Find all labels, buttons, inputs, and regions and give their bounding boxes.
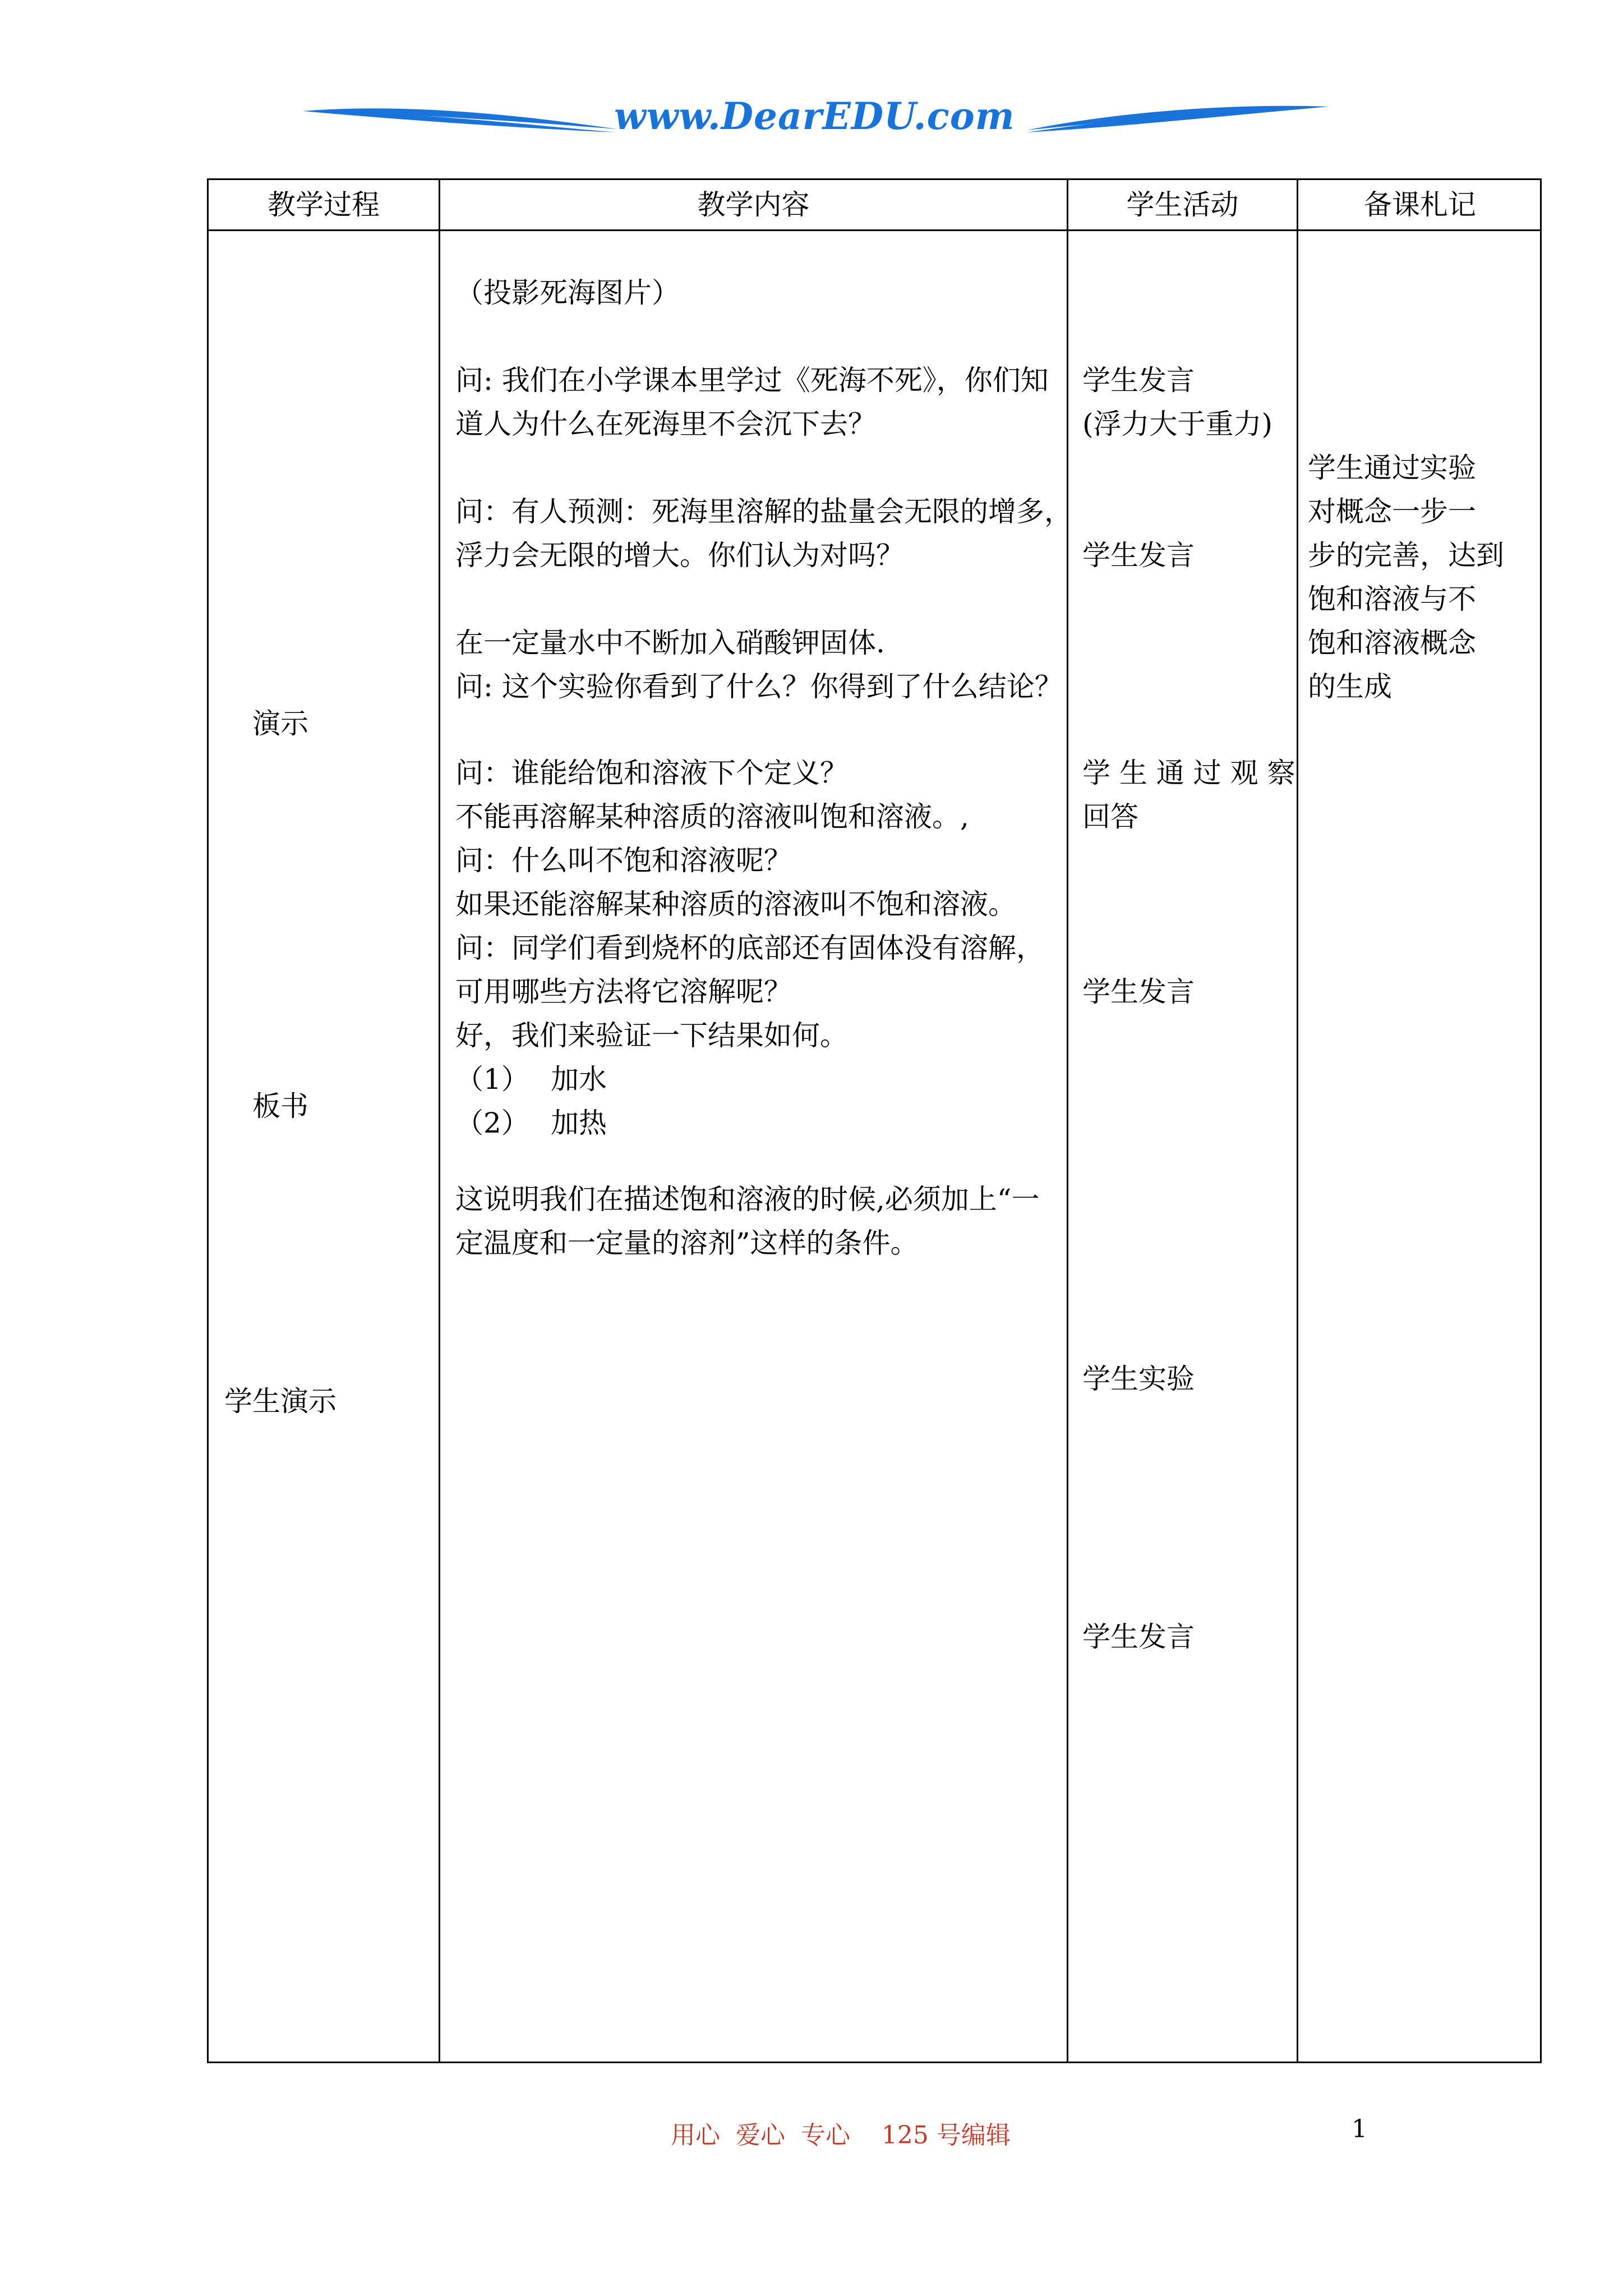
notes-line: 饱和溶液概念 [1308,627,1476,659]
content-line: 问：谁能给饱和溶液下个定义？ [455,757,848,789]
content-line: 不能再溶解某种溶质的溶液叫饱和溶液。, [455,800,969,833]
lesson-table [207,178,1542,2063]
content-line: 问: 这个实验你看到了什么？你得到了什么结论？ [455,670,1063,703]
content-line: 问：什么叫不饱和溶液呢？ [455,844,792,877]
activity-line: 学 生 通 过 观 察 [1082,757,1295,789]
column-divider [439,180,440,2062]
header-prep-notes: 备课札记 [1364,188,1476,221]
column-divider [1067,180,1068,2062]
content-line: （投影死海图片） [455,277,680,309]
notes-line: 学生通过实验 [1308,452,1476,484]
content-line: 定温度和一定量的溶剂”这样的条件。 [455,1227,919,1259]
process-student-demo: 学生演示 [224,1385,336,1418]
activity-line: 学生发言 [1082,364,1195,397]
process-board: 板书 [252,1090,308,1122]
activity-line: 学生发言 [1082,539,1195,572]
column-divider [1297,180,1298,2062]
notes-line: 步的完善，达到 [1308,539,1504,572]
content-line: 好，我们来验证一下结果如何。 [455,1019,848,1052]
content-line: 可用哪些方法将它溶解呢？ [455,976,792,1008]
content-list-item: 加水 [551,1063,607,1096]
content-line: 问：有人预测：死海里溶解的盐量会无限的增多， [455,495,1072,528]
site-logo-text[interactable]: www.DearEDU.com [614,94,1015,138]
page-number: 1 [1352,2115,1367,2143]
header-student-activity: 学生活动 [1126,188,1239,221]
content-list-marker: （1） [455,1063,529,1096]
content-line: 这说明我们在描述饱和溶液的时候,必须加上“一 [455,1183,1040,1216]
content-list-marker: （2） [455,1107,529,1139]
activity-line: 学生实验 [1082,1363,1195,1395]
activity-line: 学生发言 [1082,1621,1195,1653]
header-teaching-process: 教学过程 [268,188,380,221]
activity-line: (浮力大于重力) [1082,408,1273,440]
process-demo: 演示 [252,707,308,740]
content-line: 道人为什么在死海里不会沉下去？ [455,408,876,440]
content-line: 如果还能溶解某种溶质的溶液叫不饱和溶液。 [455,888,1016,921]
header-divider [209,229,1540,231]
notes-line: 的生成 [1308,670,1392,703]
notes-line: 饱和溶液与不 [1308,583,1476,615]
content-line: 问：同学们看到烧杯的底部还有固体没有溶解， [455,932,1044,964]
content-line: 在一定量水中不断加入硝酸钾固体. [455,627,885,659]
content-line: 浮力会无限的增大。你们认为对吗？ [455,539,904,572]
content-list-item: 加热 [551,1107,607,1139]
activity-line: 学生发言 [1082,976,1195,1008]
footer-editor-note: 用心 爱心 专心 125 号编辑 [671,2121,1011,2150]
notes-line: 对概念一步一 [1308,495,1476,528]
activity-line: 回答 [1082,800,1138,833]
content-line: 问: 我们在小学课本里学过《死海不死》，你们知 [455,364,1049,397]
header-teaching-content: 教学内容 [697,188,810,221]
